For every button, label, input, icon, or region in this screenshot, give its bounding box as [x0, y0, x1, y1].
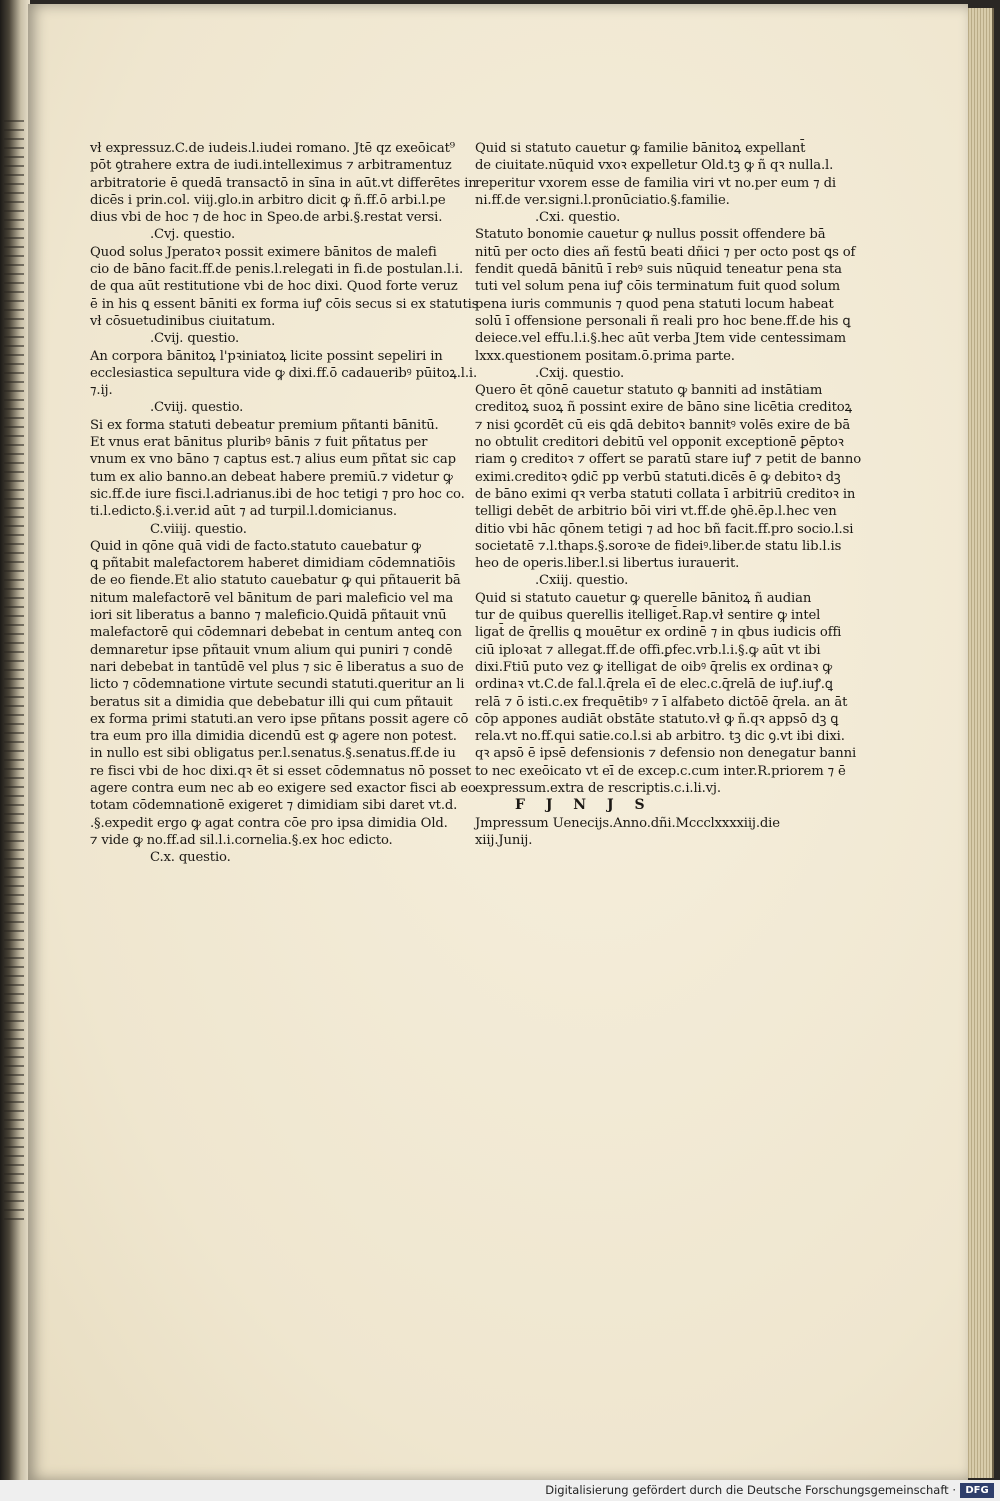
- right-text-line: nitū per octo dies añ festū beati dñici ⁊ per octo post ꝗs of: [475, 244, 856, 260]
- left-text-line: ⁊ vide ꝙ no.ff.ad sil.l.i.cornelia.§.ex hoc edicto.: [90, 832, 393, 848]
- right-text-line: xiij.Junij.: [475, 832, 533, 848]
- left-text-line: Et vnus erat bānitus pluribꝰ bānis ⁊ fuit pñtatus per: [90, 435, 428, 451]
- right-text-line: Quid si statuto cauetur ꝙ querelle bānitoꝝ ñ audian: [475, 590, 812, 606]
- left-text-line: ⁊.ij.: [90, 383, 113, 399]
- left-text-line: in nullo est sibi obligatus per.l.senatus.§.senatus.ff.de iu: [90, 746, 456, 762]
- left-text-line: iori sit liberatus a banno ⁊ maleficio.Quidā pñtauit vnū: [90, 608, 447, 624]
- left-text-line: demnaretur ipse pñtauit vnum alium qui puniri ⁊ condē: [90, 642, 453, 658]
- right-text-line: telligi debēt de arbitrio bōi viri vt.ff.de ꝯhē.ēp.l.hec ven: [475, 504, 837, 520]
- left-text-line: vł cōsuetudinibus ciuitatum.: [90, 313, 276, 329]
- right-text-line: ordinaꝛ vt.C.de fal.l.q̄rela eī de elec.c.q̄relā de iuꝭ.iuꝭ.ꝗ: [475, 677, 833, 693]
- right-text-line: ciū iploꝛat ⁊ allegat.ff.de offi.ꝑfec.vrb.l.i.§.ꝙ aūt vt ibi: [475, 642, 821, 658]
- left-text-line: .§.expedit ergo ꝙ agat contra cōe pro ipsa dimidia Old.: [90, 815, 448, 831]
- right-text-line: de ciuitate.nūquid vxoꝛ expelletur Old.tꝫ ꝙ ñ qꝛ nulla.l.: [475, 158, 834, 174]
- right-text-line: reperitur vxorem esse de familia viri vt no.per eum ⁊ di: [475, 175, 836, 191]
- left-text-line: ē in his ꝗ essent bāniti ex forma iuꝭ cōis secus si ex statutis: [90, 296, 479, 312]
- left-text-line: tra eum pro illa dimidia dicendū est ꝙ agere non potest.: [90, 729, 457, 745]
- left-text-line: sic.ff.de iure fisci.l.adrianus.ibi de hoc tetigi ⁊ pro hoc co.: [90, 486, 465, 502]
- right-text-line: fendit quedā bānitū ī rebꝰ suis nūquid teneatur pena sta: [475, 262, 842, 278]
- left-text-line: dicēs i prin.col. viij.glo.in arbitro dicit ꝙ ñ.ff.ō arbi.l.pe: [90, 192, 446, 208]
- right-text-line: eximi.creditoꝛ ꝯdic̄ pp verbū statuti.dicēs ē ꝙ debitoꝛ dꝫ: [475, 469, 841, 485]
- left-text-line: malefactorē qui cōdemnari debebat in centum anteꝗ con: [90, 625, 462, 641]
- adjacent-leaf-text-fragments: [4, 120, 24, 1220]
- left-text-line: vnum ex vno bāno ⁊ captus est.⁊ alius eum pñtat sic cap: [90, 452, 456, 468]
- funding-credit: Digitalisierung gefördert durch die Deutsche Forschungsgemeinschaft ·: [545, 1483, 956, 1497]
- left-text-line: de eo fiende.Et alio statuto cauebatur ꝙ qui pñtauerit bā: [90, 573, 461, 589]
- left-text-line: re fisci vbi de hoc dixi.qꝛ ēt si esset cōdemnatus nō posset: [90, 763, 472, 779]
- left-text-line: C.x. questio.: [150, 850, 231, 866]
- left-text-line: C.viiij. questio.: [150, 521, 247, 537]
- left-text-line: Quod solus Jperatoꝛ possit eximere bānitos de malefi: [90, 244, 437, 260]
- right-text-line: tuti vel solum pena iuꝭ cōis terminatum fuit quod solum: [475, 279, 840, 295]
- left-text-line: tum ex alio banno.an debeat habere premiū.⁊ videtur ꝙ: [90, 469, 453, 485]
- right-text-line: no obtulit creditori debitū vel opponit exceptionē ꝑēptoꝛ: [475, 435, 844, 451]
- left-text-line: .Cviij. questio.: [150, 400, 244, 416]
- left-text-line: licto ⁊ cōdemnatione virtute secundi statuti.queritur an li: [90, 677, 465, 693]
- right-text-line: .Cxiij. questio.: [535, 573, 629, 589]
- right-text-line: ni.ff.de ver.signi.l.pronūciatio.§.familie.: [475, 192, 730, 208]
- right-text-line: to nec exeōicato vt eī de excep.c.cum inter.R.priorem ⁊ ē: [475, 763, 846, 779]
- left-text-line: dius vbi de hoc ⁊ de hoc in Speo.de arbi.§.restat versi.: [90, 210, 443, 226]
- left-text-line: cio de bāno facit.ff.de penis.l.relegati in fi.de postulan.l.i.: [90, 262, 464, 278]
- left-text-line: totam cōdemnationē exigeret ⁊ dimidiam sibi daret vt.d.: [90, 798, 458, 814]
- right-text-line: deiece.vel effu.l.i.§.hec aūt verba Jtem vide centessimam: [475, 331, 847, 347]
- left-text-line: arbitratorie ē quedā transactō in sīna in aūt.vt differētes in: [90, 175, 477, 191]
- right-text-line: F J N J S: [515, 797, 653, 814]
- right-text-line: heo de operis.liber.l.si libertus iurauerit.: [475, 556, 740, 572]
- left-text-line: ꝗ pñtabit malefactorem haberet dimidiam cōdemnatiōis: [90, 556, 456, 572]
- left-text-line: .Cvij. questio.: [150, 331, 240, 347]
- right-text-line: Jmpressum Uenecijs.Anno.dñi.Mccclxxxxiij.die: [475, 815, 780, 831]
- dfg-logo-icon: DFG: [960, 1483, 994, 1498]
- right-text-line: rela.vt no.ff.qui satie.co.l.si ab arbitro. tꝫ dic ꝯ.vt ibi dixi.: [475, 729, 845, 745]
- right-text-line: expressum.extra de rescriptis.c.i.li.vj.: [475, 780, 721, 796]
- right-text-line: de bāno eximi qꝛ verba statuti collata ī arbitriū creditoꝛ in: [475, 486, 856, 502]
- right-text-line: .Cxi. questio.: [535, 210, 621, 226]
- left-text-line: agere contra eum nec ab eo exigere sed exactor fisci ab eo: [90, 780, 476, 796]
- left-text-line: de qua aūt restitutione vbi de hoc dixi. Quod forte veruz: [90, 279, 458, 295]
- left-text-line: beratus sit a dimidia que debebatur illi qui cum pñtauit: [90, 694, 453, 710]
- right-text-line: riam ꝯ creditoꝛ ⁊ offert se paratū stare iuꝭ ⁊ petit de banno: [475, 452, 861, 468]
- right-text-line: societatē ⁊.l.thaps.§.soroꝛe de fideiꝰ.liber.de statu lib.l.is: [475, 538, 842, 554]
- right-text-line: creditoꝝ suoꝝ ñ possint exire de bāno sine licētia creditoꝝ: [475, 400, 852, 416]
- right-text-line: tur de quibus querellis itelliget̄.Rap.vł sentire ꝙ intel: [475, 608, 821, 624]
- right-text-line: dixi.Ftiū puto vez ꝙ itelligat de oibꝰ q̄relis ex ordinaꝛ ꝙ: [475, 659, 833, 675]
- left-text-line: Quid in qōne quā vidi de facto.statuto cauebatur ꝙ: [90, 538, 421, 554]
- left-text-line: ex forma primi statuti.an vero ipse pñtans possit agere cō: [90, 711, 469, 727]
- right-text-line: ditio vbi hāc qōnem tetigi ⁊ ad hoc bñ facit.ff.pro socio.l.si: [475, 521, 854, 537]
- page-fore-edge: [968, 8, 994, 1478]
- left-text-line: vł expressuz.C.de iudeis.l.iudei romano. Jtē qz exeōicat⁹: [90, 141, 455, 156]
- left-text-line: An corpora bānitoꝝ l'pꝛiniatoꝝ licite possint sepeliri in: [90, 348, 443, 364]
- left-text-line: .Cvj. questio.: [150, 227, 236, 243]
- left-text-line: nitum malefactorē vel bānitum de pari maleficio vel ma: [90, 590, 454, 606]
- left-text-line: nari debebat in tantūdē vel plus ⁊ sic ē liberatus a suo de: [90, 659, 464, 675]
- adjacent-leaf-edge: [0, 0, 30, 1480]
- left-text-line: ti.l.edicto.§.i.ver.id aūt ⁊ ad turpil.l.domicianus.: [90, 504, 397, 520]
- right-text-line: relā ⁊ ō isti.c.ex frequētibꝰ ⁊ ī alfabeto dictōē q̄rela. an āt: [475, 694, 848, 710]
- right-text-line: cōp appones audiāt obstāte statuto.vł ꝙ ñ.qꝛ appsō dꝫ ꝗ: [475, 711, 839, 727]
- right-text-line: Quid si statuto cauetur ꝙ familie bānitoꝝ expellant̄: [475, 141, 806, 156]
- right-text-line: solū ī offensione personali ñ reali pro hoc bene.ff.de his ꝗ: [475, 313, 851, 329]
- right-text-line: .Cxij. questio.: [535, 365, 625, 381]
- right-text-line: Quero ēt qōnē cauetur statuto ꝙ banniti ad instātiam: [475, 383, 823, 399]
- right-text-line: ligat̄ de q̄rellis ꝗ mouētur ex ordinē ⁊ in qbus iudicis offi: [475, 625, 842, 641]
- right-text-line: qꝛ apsō ē ipsē defensionis ⁊ defensio non denegatur banni: [475, 746, 857, 762]
- right-text-column: [475, 140, 861, 849]
- right-text-line: lxxx.questionem positam.ō.prima parte.: [475, 348, 735, 364]
- right-text-line: pena iuris communis ⁊ quod pena statuti locum habeat: [475, 296, 834, 312]
- footer-bar: [0, 1480, 1000, 1501]
- left-text-line: ecclesiastica sepultura vide ꝙ dixi.ff.ō cadaueribꝰ pūitoꝝ.l.i.: [90, 365, 477, 381]
- right-text-line: ⁊ nisi ꝯcordēt cū eis ꝗdā debitoꝛ bannitꝰ volēs exire de bā: [475, 417, 851, 433]
- left-text-column: [90, 140, 479, 866]
- left-text-line: Si ex forma statuti debeatur premium pñtanti bānitū.: [90, 417, 439, 433]
- right-text-line: Statuto bonomie cauetur ꝙ nullus possit offendere bā: [475, 227, 826, 243]
- left-text-line: pōt ꝯtrahere extra de iudi.intelleximus ⁊ arbitramentuz: [90, 158, 452, 174]
